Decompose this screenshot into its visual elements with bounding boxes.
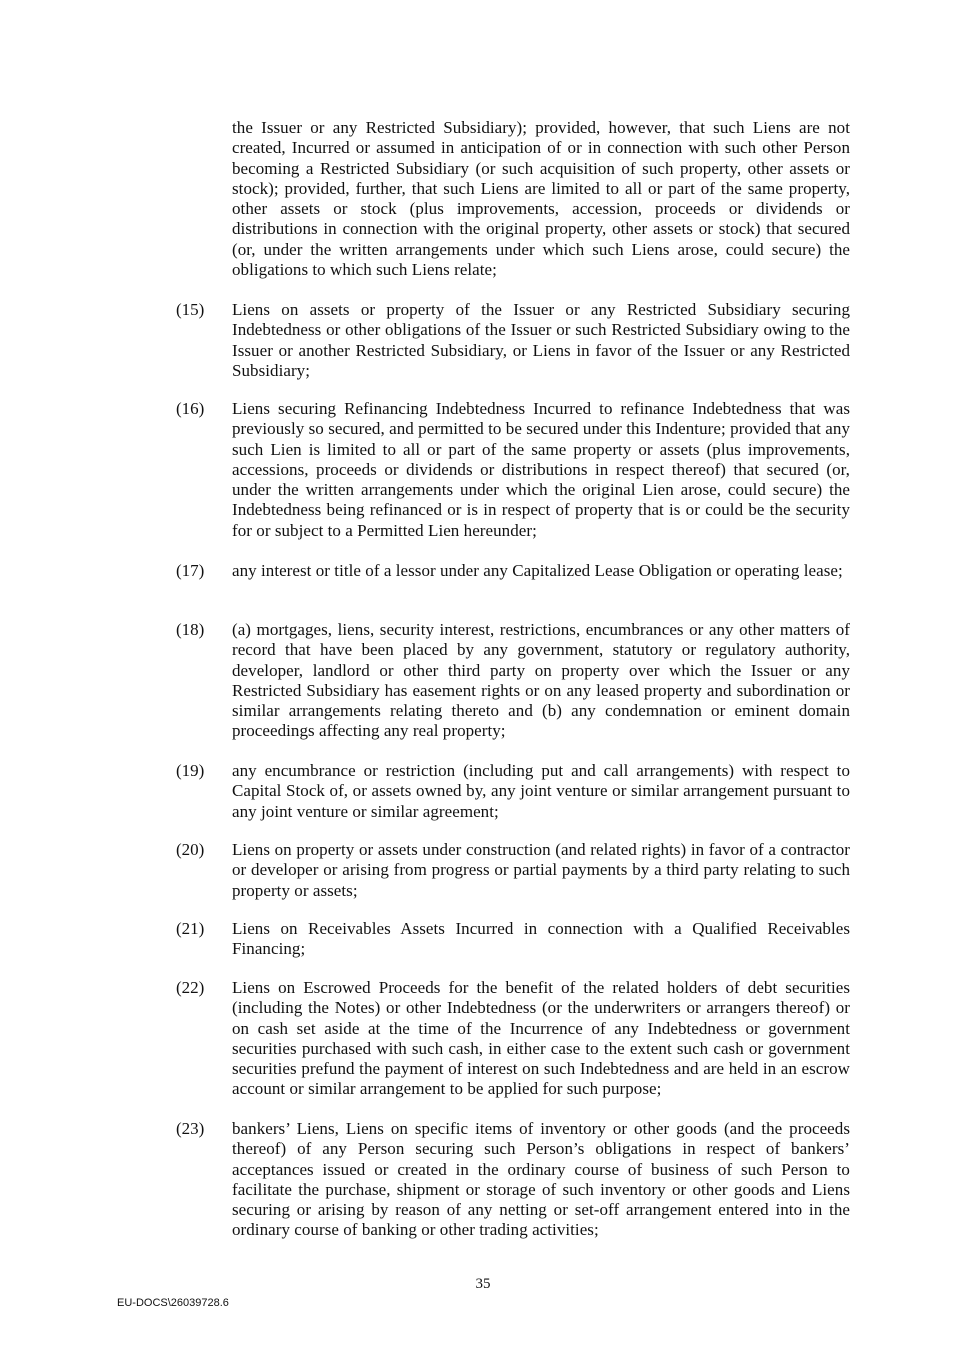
item-text: any encumbrance or restriction (including put and call arrangements) with respect to Capital Stock of, or assets owned by, any joint venture or similar arrangement pursuant to any joint venture or similar agreement; (232, 761, 850, 821)
item-text: bankers’ Liens, Liens on specific items of inventory or other goods (and the proceeds thereof) of any Person securing such Person’s obligations in respect of bankers’ acceptances issued or created in the ordinary course of business of such Person to facilitate the purchase, shipment or storage of such inventory or other goods and Liens securing or arising by reason of any netting or set-off arrangement entered into in the ordinary course of banking or other trading activities; (232, 1119, 850, 1240)
item-text: Liens on Receivables Assets Incurred in connection with a Qualified Receivables Financing; (232, 919, 850, 959)
item-number: (19) (176, 761, 205, 780)
item-text: Liens on assets or property of the Issuer or any Restricted Subsidiary securing Indebtedness or other obligations of the Issuer or such Restricted Subsidiary owing to the Issuer or another Restricted Subsidiary, or Liens in favor of the Issuer or any Restricted Subsidiary; (232, 300, 850, 380)
continuation-paragraph: the Issuer or any Restricted Subsidiary); provided, however, that such Liens are not created, Incurred or assumed in anticipation of or in connection with such other Person becoming a Restricted Subsidiary (or such acquisition of such property, other assets or stock); provided, further, that such Liens are limited to all or part of the same property, other assets or stock (plus improvements, accession, proceeds or dividends or distributions in connection with the original property, other assets or stock) that secured (or, under the written arrangements under which such Liens arose, could secure) the obligations to which such Liens relate; (232, 118, 850, 280)
item-number: (20) (176, 840, 205, 859)
item-number: (15) (176, 300, 205, 319)
document-reference: EU-DOCS\26039728.6 (117, 1297, 229, 1309)
item-number: (16) (176, 399, 205, 418)
item-number: (23) (176, 1119, 205, 1138)
item-text: any interest or title of a lessor under any Capitalized Lease Obligation or operating lease; (232, 561, 843, 580)
item-text: (a) mortgages, liens, security interest, restrictions, encumbrances or any other matters of record that have been placed by any government, statutory or regulatory authority, developer, landlord or other third party on property over which the Issuer or any Restricted Subsidiary has easement rights or on any leased property and subordination or similar arrangements relating thereto and (b) any condemnation or eminent domain proceedings affecting any real property; (232, 620, 850, 741)
item-number: (22) (176, 978, 205, 997)
page-number: 35 (475, 1276, 491, 1292)
item-number: (18) (176, 620, 205, 639)
item-text: Liens on Escrowed Proceeds for the benefit of the related holders of debt securities (including the Notes) or other Indebtedness (or the underwriters or arrangers thereof) or on cash set aside at the time of the Incurrence of any Indebtedness or government securities purchased with such cash, in either case to the extent such cash or government securities prefund the payment of interest on such Indebtedness and are held in an escrow account or similar arrangement to be applied for such purpose; (232, 978, 850, 1099)
item-text: Liens securing Refinancing Indebtedness Incurred to refinance Indebtedness that was previously so secured, and permitted to be secured under this Indenture; provided that any such Lien is limited to all or part of the same property or assets (plus improvements, accessions, proceeds or dividends or distributions in respect thereof) that secured (or, under the written arrangements under which the original Lien arose, could secure) the Indebtedness being refinanced or is in respect of property that is or could be the security for or subject to a Permitted Lien hereunder; (232, 399, 850, 540)
item-number: (17) (176, 561, 205, 580)
item-number: (21) (176, 919, 205, 938)
item-text: Liens on property or assets under construction (and related rights) in favor of a contractor or developer or arising from progress or partial payments by a third party relating to such property or assets; (232, 840, 850, 900)
